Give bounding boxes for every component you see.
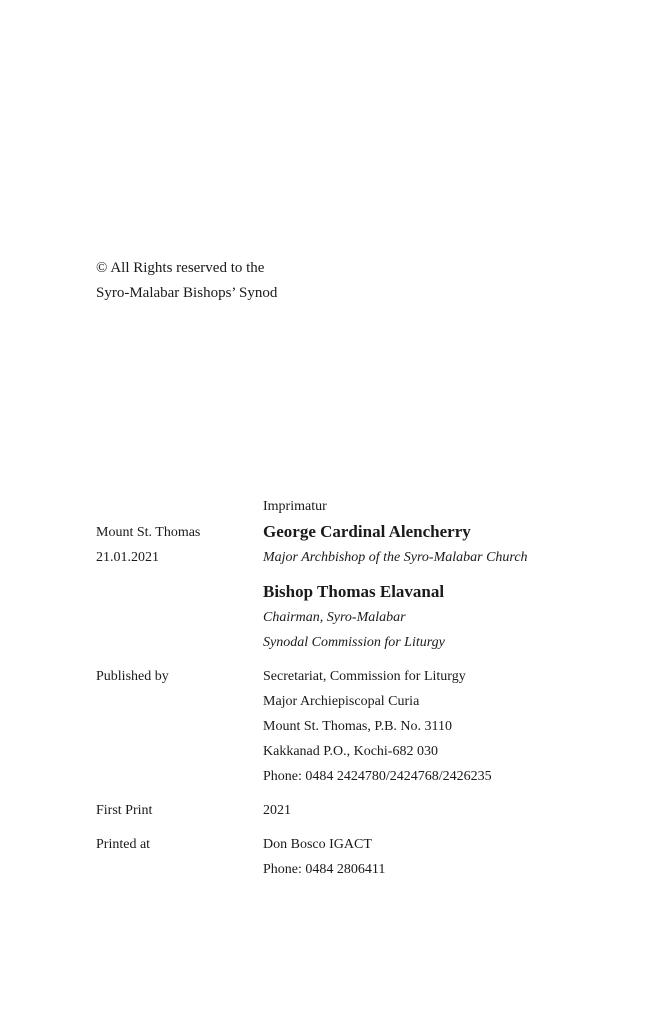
publisher-line: Mount St. Thomas, P.B. No. 3110: [263, 719, 453, 734]
signatory-1-title: Major Archbishop of the Syro-Malabar Church: [263, 550, 528, 565]
publisher-line: Major Archiepiscopal Curia: [263, 694, 420, 709]
publisher-line: Kakkanad P.O., Kochi-682 030: [263, 744, 438, 759]
signatory-2-name: Bishop Thomas Elavanal: [263, 582, 445, 601]
printer-name: Don Bosco IGACT: [263, 837, 372, 852]
imprimatur-label: Imprimatur: [263, 499, 327, 514]
imprimatur-date: 21.01.2021: [96, 550, 159, 565]
published-by-label: Published by: [96, 669, 169, 684]
printer-phone: Phone: 0484 2806411: [263, 862, 386, 877]
copyright-notice: [96, 256, 277, 306]
first-print-year: 2021: [263, 803, 291, 818]
copyright-line-2: Syro-Malabar Bishops’ Synod: [96, 285, 278, 301]
publisher-phone: Phone: 0484 2424780/2424768/2426235: [263, 769, 492, 784]
publisher-line: Secretariat, Commission for Liturgy: [263, 669, 466, 684]
first-print-label: First Print: [96, 803, 153, 818]
signatory-1-name: George Cardinal Alencherry: [263, 522, 471, 541]
signatory-2-title-line-1: Chairman, Syro-Malabar: [263, 610, 406, 625]
imprimatur-place: Mount St. Thomas: [96, 525, 201, 540]
printed-at-label: Printed at: [96, 837, 151, 852]
signatory-2-title-line-2: Synodal Commission for Liturgy: [263, 635, 445, 650]
copyright-line-1: © All Rights reserved to the: [96, 260, 265, 276]
